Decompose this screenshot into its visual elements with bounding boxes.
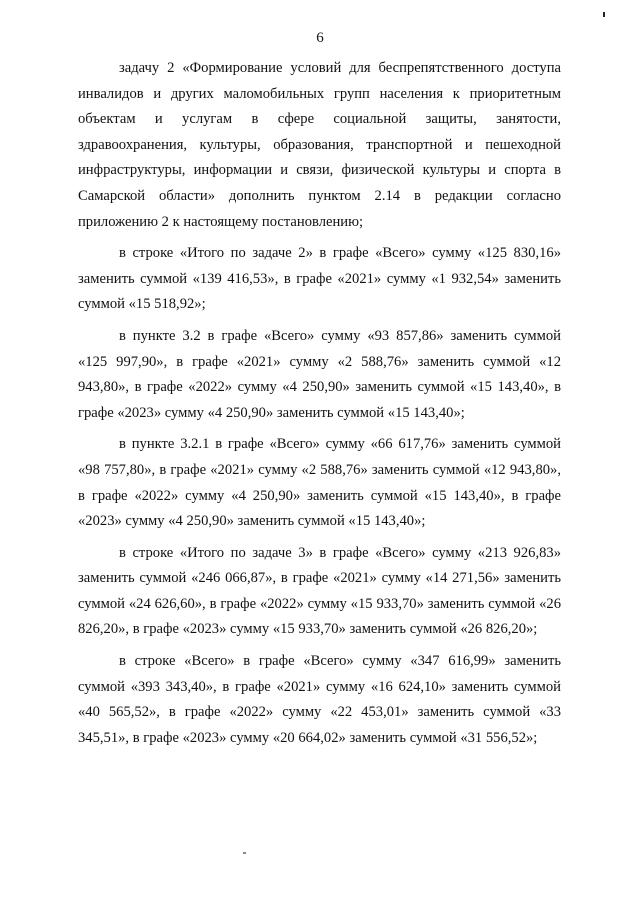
- paragraph-total-task3: в строке «Итого по задаче 3» в графе «Всего» сумму «213 926,83» заменить суммой «246 066,87», в графе «2021» сумму «14 271,56» заменить суммой «24 626,60», в графе «2022» сумму «15 933,70» заменить суммой «26 826,20», в графе «2023» сумму «15 933,70» заменить суммой «26 826,20»;: [78, 544, 561, 638]
- paragraph-task2-continuation: задачу 2 «Формирование условий для беспрепятственного доступа инвалидов и других маломобильных групп населения к приоритетным объектам и услугам в сфере социальной защиты, занятости, здравоохранения, культуры, образования, транспортной и пешеходной инфраструктуры, информации и связи, физической культуры и спорта в Самарской области» дополнить пунктом 2.14 в редакции согласно приложению 2 к настоящему постановлению;: [78, 60, 561, 230]
- document-body: [78, 56, 561, 757]
- paragraph-item-3-2: в пункте 3.2 в графе «Всего» сумму «93 857,86» заменить суммой «125 997,90», в графе «2021» сумму «2 588,76» заменить суммой «12 943,80», в графе «2022» сумму «4 250,90» заменить суммой «15 143,40», в графе «2023» сумму «4 250,90» заменить суммой «15 143,40»;: [78, 327, 561, 421]
- scan-dot: [243, 852, 246, 854]
- paragraph-item-3-2-1: в пункте 3.2.1 в графе «Всего» сумму «66 617,76» заменить суммой «98 757,80», в графе «2021» сумму «2 588,76» заменить суммой «12 943,80», в графе «2022» сумму «4 250,90» заменить суммой «15 143,40», в графе «2023» сумму «4 250,90» заменить суммой «15 143,40»;: [78, 436, 561, 530]
- paragraph-total-task2: в строке «Итого по задаче 2» в графе «Всего» сумму «125 830,16» заменить суммой «139 416,53», в графе «2021» сумму «1 932,54» заменить суммой «15 518,92»;: [78, 245, 561, 313]
- scan-mark: [603, 12, 605, 17]
- paragraph-grand-total: в строке «Всего» в графе «Всего» сумму «347 616,99» заменить суммой «393 343,40», в графе «2021» сумму «16 624,10» заменить суммой «40 565,52», в графе «2022» сумму «22 453,01» заменить суммой «33 345,51», в графе «2023» сумму «20 664,02» заменить суммой «31 556,52»;: [78, 653, 561, 746]
- page-number: 6: [316, 30, 324, 46]
